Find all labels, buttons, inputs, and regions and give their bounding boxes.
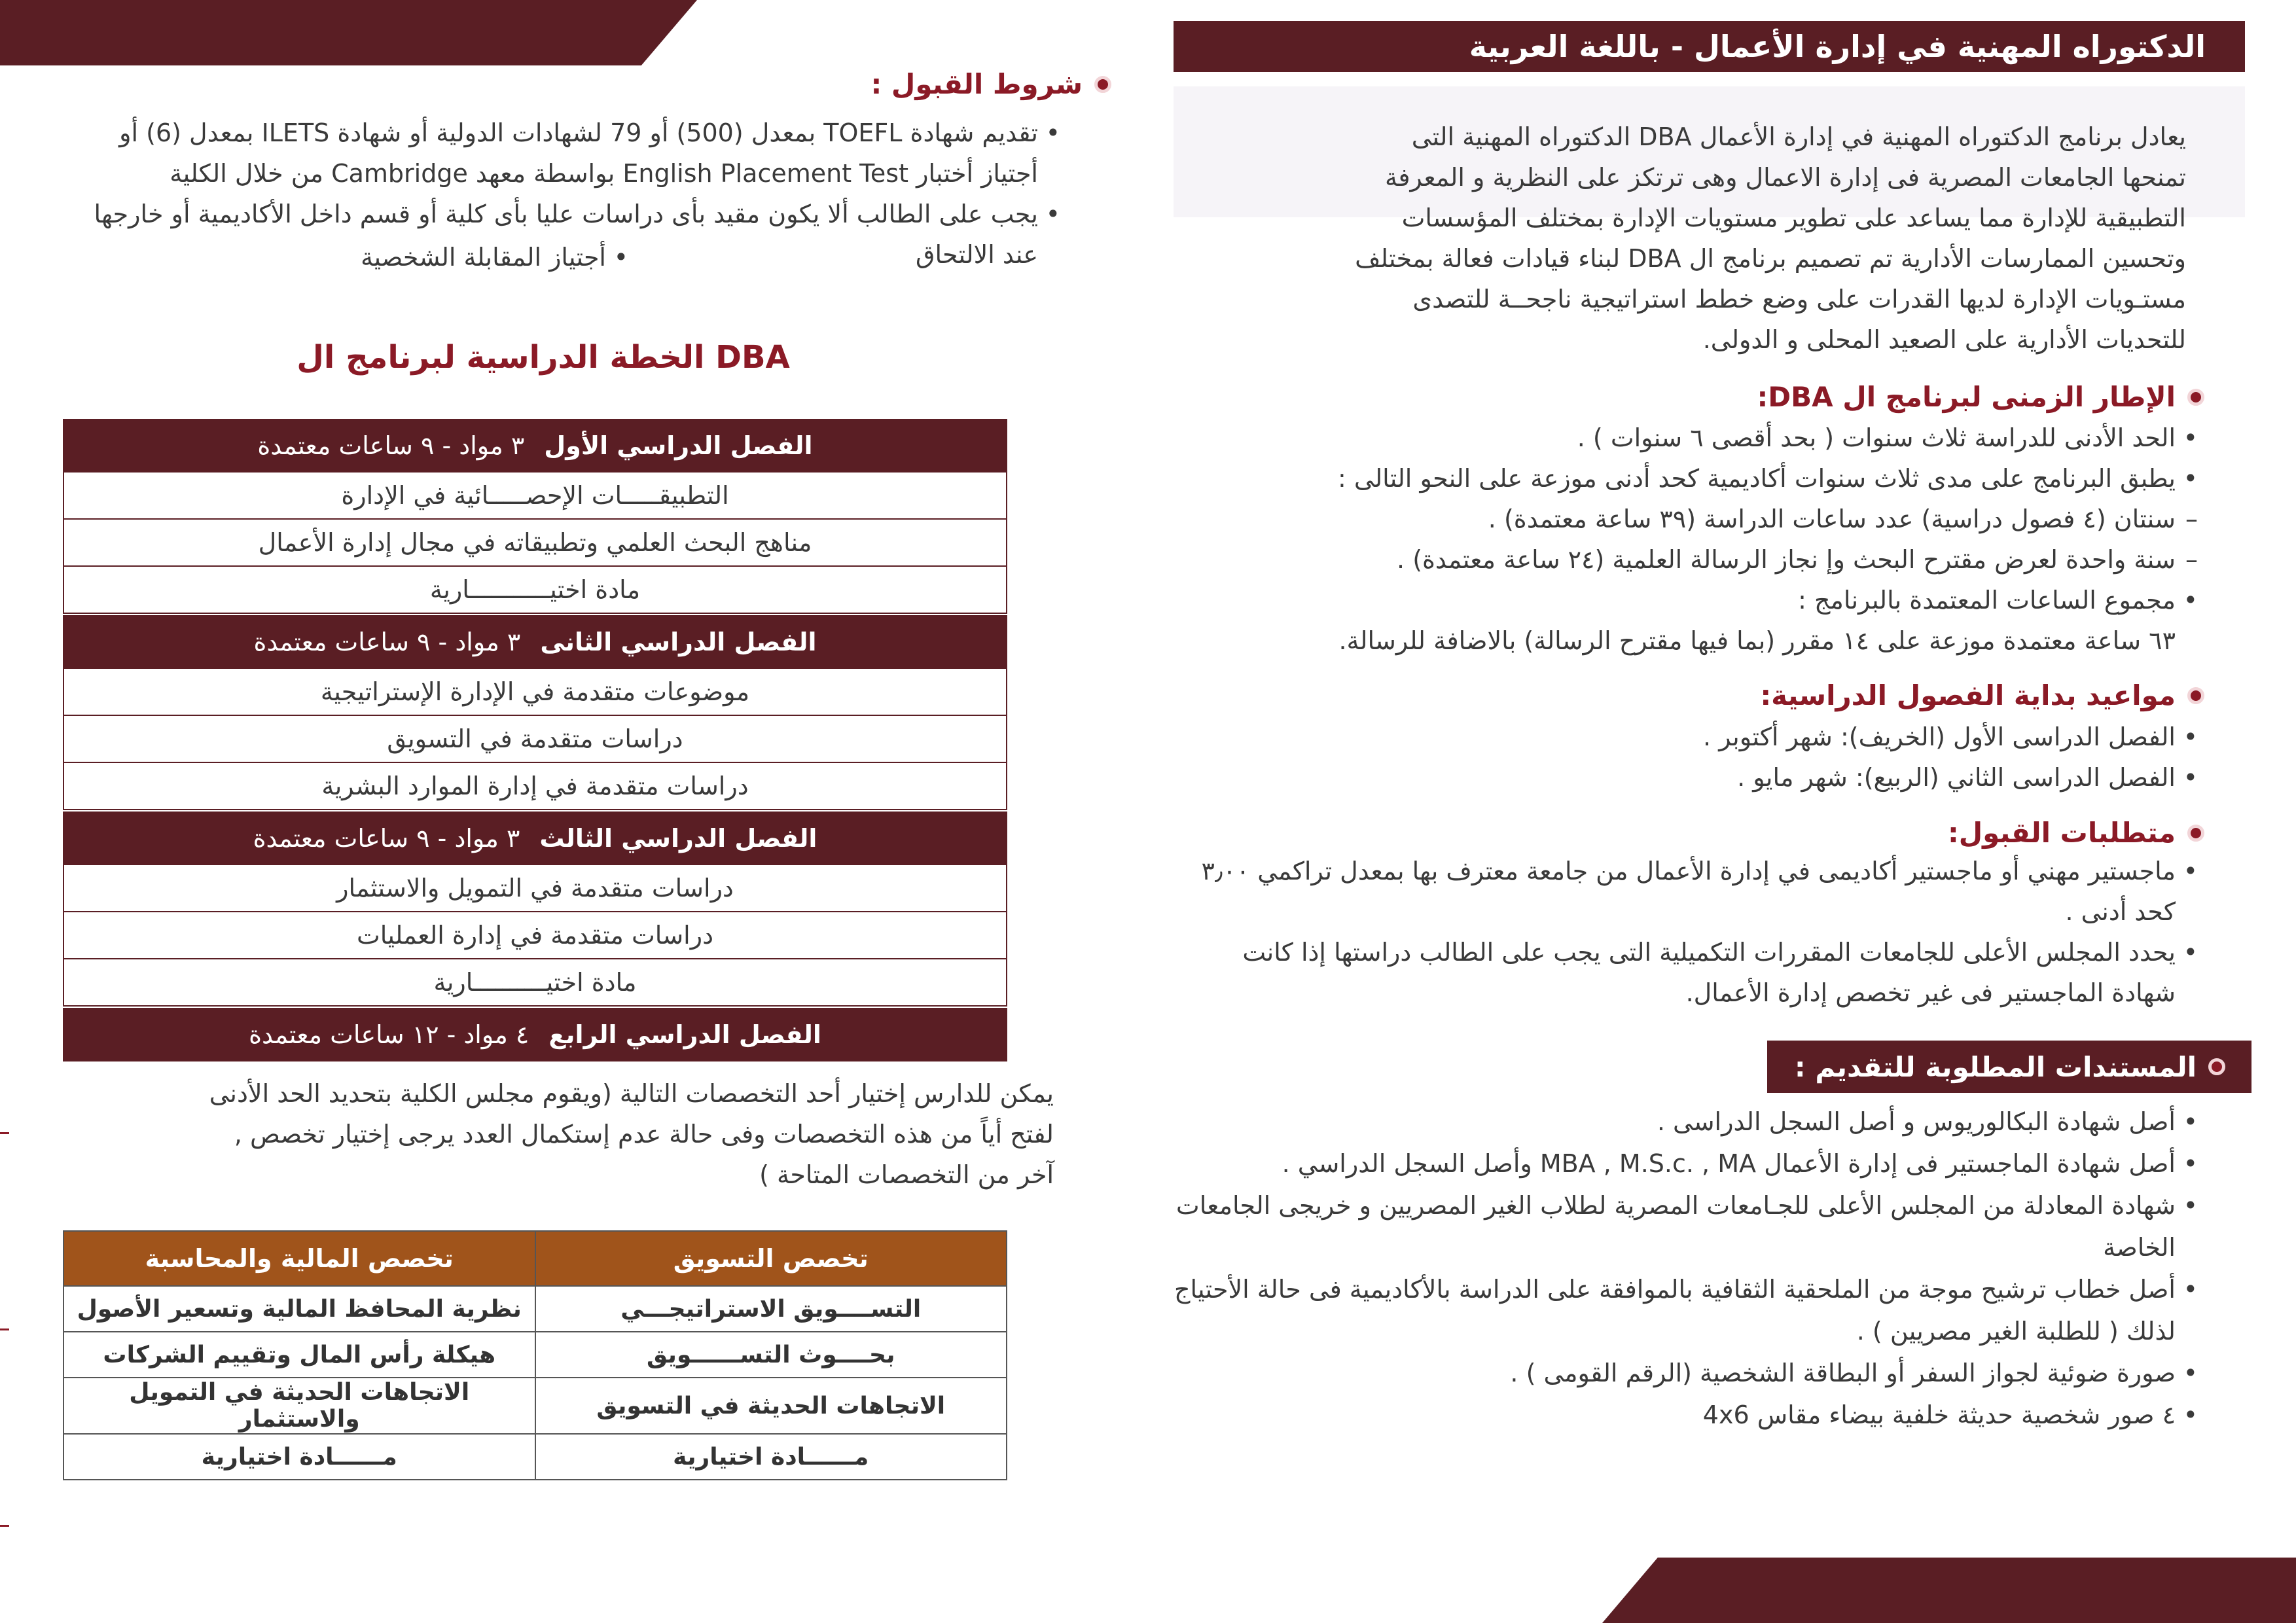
table-row: دراسات متقدمة في التسويق [63, 715, 1007, 762]
intro-line: وتحسين الممارسات الأدارية تم تصميم برنامج ال DBA لبناء قيادات فعالة بمختلف [1355, 244, 2186, 273]
intro-line: يعادل برنامج الدكتوراه المهنية في إدارة الأعمال DBA الدكتوراه المهنية التى [1411, 122, 2186, 151]
list-item: • مجموع الساعات المعتمدة بالبرنامج : [1249, 580, 2198, 620]
heading-bullet-icon [2187, 687, 2204, 704]
timeframe-section [1249, 418, 2198, 661]
table-header-row: تخصص التسويق تخصص المالية والمحاسبة [63, 1231, 1007, 1286]
list-item: – سنة واحدة لعرض مقترح البحث وإ نجاز الرسالة العلمية (٢٤ ساعة معتمدة) . [1249, 539, 2198, 580]
table-row: بحــــوث التســــــويق هيكلة رأس المال وتقييم الشركات [63, 1332, 1007, 1378]
list-item: • يحدد المجلس الأعلى للجامعات المقررات التكميلية التى يجب على الطالب دراستها إذا كانت شهادة الماجستير فى غير تخصص إدارة الأعمال. [1177, 932, 2198, 1013]
intro-paragraph [1230, 116, 2186, 360]
requirements-heading: متطلبات القبول: [1948, 817, 2204, 849]
table-row: التســــويق الاستراتيجـــي نظرية المحافظ المالية وتسعير الأصول [63, 1286, 1007, 1332]
list-item: • صورة ضوئية لجواز السفر أو البطاقة الشخصية (الرقم القومى ) . [1151, 1352, 2198, 1394]
table-row: مادة اختيـــــــــــارية [63, 566, 1007, 613]
table-row: موضوعات متقدمة في الإدارة الإستراتيجية [63, 668, 1007, 715]
list-item: • أصل خطاب ترشيح موجة من الملحقية الثقافية بالموافقة على الدراسة بالأكاديمية فى حالة الأحتياج لذلك ( للطلبة الغير مصريين ) . [1151, 1268, 2198, 1352]
start-dates-heading: مواعيد بداية الفصول الدراسية: [1760, 679, 2204, 711]
admission-extra [314, 237, 628, 277]
documents-heading: المستندات المطلوبة للتقديم : [1767, 1041, 2251, 1093]
semester-header: الفصل الدراسي الرابع٤ مواد - ١٢ ساعات معتمدة [63, 1008, 1007, 1061]
list-item: • تقديم شهادة TOEFL بمعدل (500) أو 79 لشهادات الدولية أو شهادة ILETS بمعدل (6) أو أجتياز أختبار English Placement Test بواسطة معهد Cambridge من خلال الكلية [72, 113, 1060, 194]
specialization-note: يمكن للدارس إختيار أحد التخصصات التالية (ويقوم مجلس الكلية بتحديد الحد الأدنى لفتح أياً من هذه التخصصات وفى حالة عدم إستكمال العدد يرجى إختيار تخصص , آخر من التخصصات المتاحة ) [209, 1079, 1054, 1189]
list-item: • الفصل الدراسى الأول (الخريف): شهر أكتوبر . [1249, 717, 2198, 757]
intro-line: للتحديات الأدارية على الصعيد المحلى و الدولى. [1702, 325, 2186, 354]
top-left-banner [0, 0, 697, 65]
intro-line: التطبيقية للإدارة مما يساعد على تطوير مستويات الإدارة بمختلف المؤسسات [1401, 204, 2186, 232]
table-row: دراسات متقدمة في التمويل والاستثمار [63, 865, 1007, 912]
semester-header: الفصل الدراسي الثانى٣ مواد - ٩ ساعات معتمدة [63, 616, 1007, 668]
table-row: مناهج البحث العلمي وتطبيقاته في مجال إدارة الأعمال [63, 519, 1007, 566]
semester-header: الفصل الدراسي الأول٣ مواد - ٩ ساعات معتمدة [63, 419, 1007, 472]
start-dates-section [1249, 717, 2198, 798]
heading-bullet-icon [2208, 1058, 2225, 1075]
table-row: مادة اختيــــــــــارية [63, 959, 1007, 1006]
page-title: الدكتوراه المهنية في إدارة الأعمال - باللغة العربية [1174, 21, 2245, 72]
table-row: الاتجاهات الحديثة في التسويق الاتجاهات الحديثة في التمويل والاستثمار [63, 1378, 1007, 1434]
intro-line: تمنحها الجامعات المصرية فى إدارة الاعمال وهى ترتكز على النظرية و المعرفة [1385, 163, 2186, 192]
list-item: • ماجستير مهني أو ماجستير أكاديمى في إدارة الأعمال من جامعة معترف بها بمعدل تراكمي ٣٫٠٠ كحد أدنى . [1177, 851, 2198, 932]
list-item: • شهادة المعادلة من المجلس الأعلى للجـامعات المصرية لطلاب الغير المصريين و خريجى الجامعات الخاصة [1151, 1185, 2198, 1268]
study-plan-title: الخطة الدراسية لبرنامج ال DBA [296, 339, 790, 376]
edge-mark [0, 1329, 9, 1330]
semester-3-table [63, 812, 1007, 1007]
timeframe-heading: الإطار الزمنى لبرنامج ال DBA: [1757, 381, 2205, 413]
list-item: – سنتان (٤ فصول دراسية) عدد ساعات الدراسة (٣٩ ساعة معتمدة) . [1249, 499, 2198, 539]
table-row: دراسات متقدمة في إدارة الموارد البشرية [63, 762, 1007, 810]
heading-bullet-icon [1094, 76, 1111, 93]
documents-section [1151, 1101, 2198, 1436]
requirements-section [1177, 851, 2198, 1013]
table-row: التطبيقـــــات الإحصـــــائية في الإدارة [63, 472, 1007, 519]
list-item: • الحد الأدنى للدراسة ثلاث سنوات ( بحد أقصى ٦ سنوات ) . [1249, 418, 2198, 458]
bottom-right-banner [1602, 1558, 2296, 1623]
list-item: • أجتياز المقابلة الشخصية [314, 237, 628, 277]
edge-mark [0, 1132, 9, 1134]
specializations-table [63, 1230, 1007, 1480]
semester-2-table [63, 615, 1007, 810]
semester-1-table [63, 419, 1007, 614]
intro-line: مستـويات الإدارة لديها القدرات على وضع خطط استراتيجية ناجحــة للتصدى [1412, 285, 2186, 313]
total-hours-text: ٦٣ ساعة معتمدة موزعة على ١٤ مقرر (بما فيها مقترح الرسالة) بالاضافة للرسالة. [1338, 626, 2176, 655]
heading-bullet-icon [2187, 825, 2204, 842]
heading-bullet-icon [2187, 389, 2204, 406]
table-row: دراسات متقدمة في إدارة العمليات [63, 912, 1007, 959]
table-row: مــــــادة اختيارية مــــــادة اختيارية [63, 1434, 1007, 1480]
semester-4-table [63, 1008, 1007, 1061]
list-item: • ٤ صور شخصية حديثة خلفية بيضاء مقاس 4x6 [1151, 1394, 2198, 1436]
semester-header: الفصل الدراسي الثالث٣ مواد - ٩ ساعات معتمدة [63, 812, 1007, 865]
list-item: • يطبق البرنامج على مدى ثلاث سنوات أكاديمية كحد أدنى موزعة على النحو التالى : [1249, 458, 2198, 499]
list-item: • أصل شهادة البكالوريوس و أصل السجل الدراسى . [1151, 1101, 2198, 1143]
admission-heading: شروط القبول : [870, 68, 1111, 100]
list-item: • يجب على الطالب ألا يكون مقيد بأى دراسات عليا بأى كلية أو قسم داخل الأكاديمية أو خارجها عند الالتحاق [72, 194, 1060, 275]
list-item: • الفصل الدراسى الثاني (الربيع): شهر مايو . [1249, 757, 2198, 798]
edge-mark [0, 1525, 9, 1527]
list-item: • أصل شهادة الماجستير فى إدارة الأعمال MBA , M.S.c. , MA وأصل السجل الدراسي . [1151, 1143, 2198, 1185]
